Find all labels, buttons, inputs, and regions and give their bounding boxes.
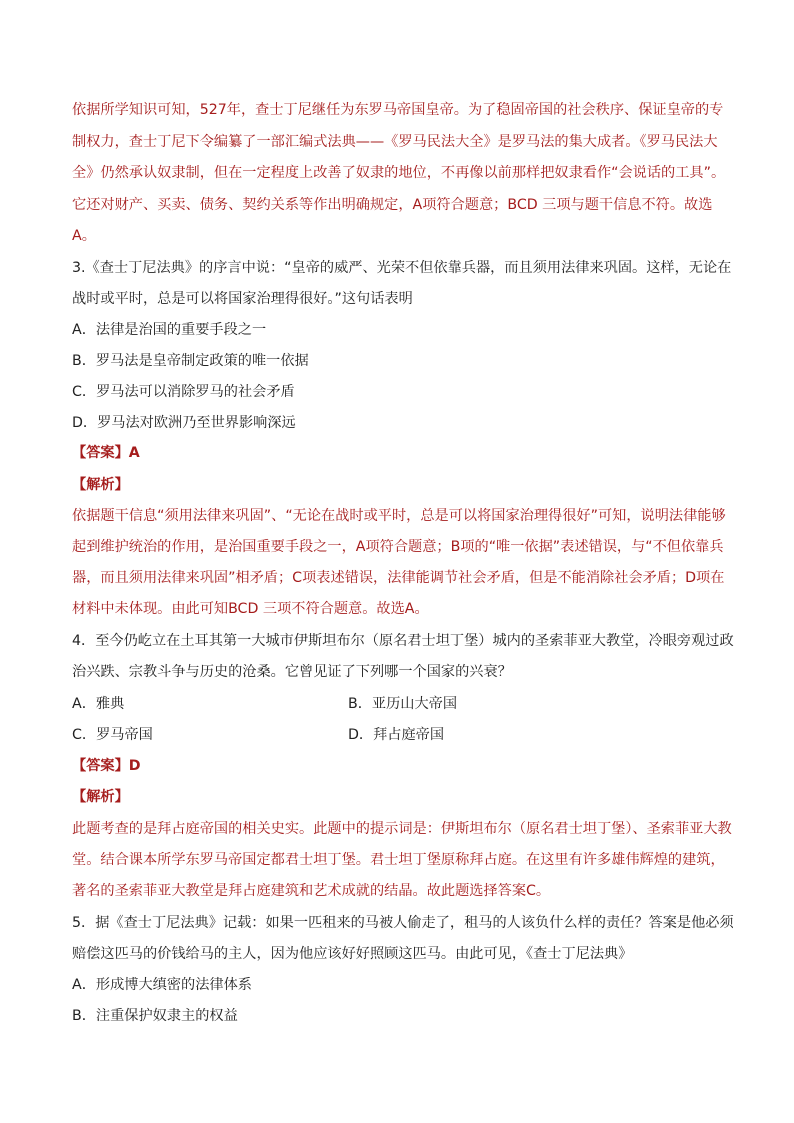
q3-analysis-line: 起到维护统治的作用，是治国重要手段之一，A项符合题意；B项的“唯一依据”表述错误，与“不但依靠兵 (72, 539, 724, 555)
q4-option-b: B．亚历山大帝国 (348, 696, 458, 712)
q3-option-a: A．法律是治国的重要手段之一 (72, 322, 267, 338)
q4-option-d: D．拜占庭帝国 (348, 727, 445, 743)
q4-analysis-line: 著名的圣索菲亚大教堂是拜占庭建筑和艺术成就的结晶。故此题选择答案C。 (72, 883, 551, 899)
q3-analysis-line: 材料中未体现。由此可知BCD 三项不符合题意。故选A。 (72, 601, 429, 617)
q5-option-a: A．形成博大缜密的法律体系 (72, 977, 252, 993)
q2-analysis-line: 依据所学知识可知，527年，查士丁尼继任为东罗马帝国皇帝。为了稳固帝国的社会秩序、保证皇帝的专 (72, 102, 724, 118)
q4-option-a: A．雅典 (72, 696, 125, 712)
q3-stem-line: 战时或平时，总是可以将国家治理得很好。”这句话表明 (72, 291, 413, 307)
q3-analysis-line: 依据题干信息“须用法律来巩固”、“无论在战时或平时，总是可以将国家治理得很好”可知，说明法律能够 (72, 508, 726, 524)
q3-stem-line: 3.《查士丁尼法典》的序言中说：“皇帝的威严、光荣不但依靠兵器，而且须用法律来巩固。这样，无论在 (72, 260, 732, 276)
q4-analysis-line: 堂。结合课本所学东罗马帝国定都君士坦丁堡。君士坦丁堡原称拜占庭。在这里有许多雄伟辉煌的建筑， (72, 852, 725, 868)
q3-option-d: D．罗马法对欧洲乃至世界影响深远 (72, 415, 296, 431)
q5-option-b: B．注重保护奴隶主的权益 (72, 1008, 238, 1024)
q4-answer: 【答案】D (72, 758, 141, 774)
q2-analysis-line: 全》仍然承认奴隶制，但在一定程度上改善了奴隶的地位，不再像以前那样把奴隶看作“会说话的工具”。 (72, 165, 726, 181)
q3-analysis-line: 器，而且须用法律来巩固”相矛盾；C项表述错误，法律能调节社会矛盾，但是不能消除社会矛盾；D项在 (72, 570, 725, 586)
q2-analysis-line: 它还对财产、买卖、债务、契约关系等作出明确规定，A项符合题意；BCD 三项与题干信息不符。故选 (72, 197, 713, 213)
q3-option-c: C．罗马法可以消除罗马的社会矛盾 (72, 384, 295, 400)
q4-stem-line: 4．至今仍屹立在土耳其第一大城市伊斯坦布尔（原名君士坦丁堡）城内的圣索菲亚大教堂，冷眼旁观过政 (72, 633, 734, 649)
q3-answer: 【答案】A (72, 445, 140, 461)
q2-analysis-line: A。 (72, 228, 96, 244)
q4-analysis-line: 此题考查的是拜占庭帝国的相关史实。此题中的提示词是：伊斯坦布尔（原名君士坦丁堡）、圣索菲亚大教 (72, 821, 732, 837)
q3-option-b: B．罗马法是皇帝制定政策的唯一依据 (72, 353, 309, 369)
q3-analysis-label: 【解析】 (72, 477, 129, 493)
q2-analysis-line: 制权力，查士丁尼下令编纂了一部汇编式法典——《罗马民法大全》是罗马法的集大成者。《罗马民法大 (72, 134, 718, 150)
q5-stem-line: 5．据《查士丁尼法典》记载：如果一匹租来的马被人偷走了，租马的人该负什么样的责任？答案是他必须 (72, 915, 734, 931)
q5-stem-line: 赔偿这匹马的价钱给马的主人，因为他应该好好照顾这匹马。由此可见，《查士丁尼法典》 (72, 946, 633, 962)
q4-stem-line: 治兴跌、宗教斗争与历史的沧桑。它曾见证了下列哪一个国家的兴衰？ (72, 664, 512, 680)
q4-option-c: C．罗马帝国 (72, 727, 153, 743)
q4-analysis-label: 【解析】 (72, 789, 129, 805)
